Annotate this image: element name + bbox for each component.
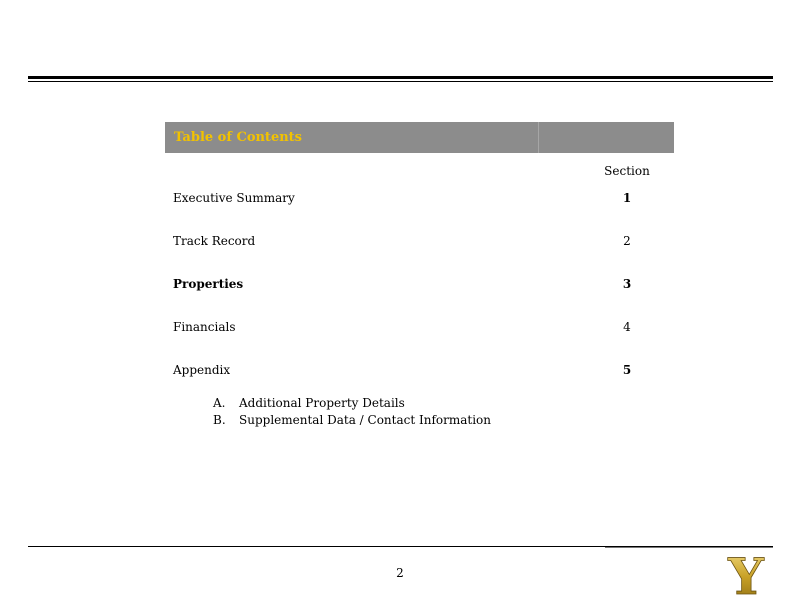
toc-header-bar [165, 122, 674, 153]
subitem-letter: A. [213, 396, 226, 410]
toc-row-appendix [173, 363, 674, 379]
subitem-letter: B. [213, 413, 226, 427]
subitem-text: Additional Property Details [239, 396, 405, 410]
toc-row-section-number: 4 [623, 320, 631, 334]
top-rule-thin [28, 81, 773, 82]
logo-letter: Y [728, 552, 764, 598]
toc-title: Table of Contents [165, 122, 539, 153]
section-column-label: Section [604, 164, 650, 178]
toc-row-section-number: 1 [622, 191, 632, 205]
toc-row-track-record [173, 234, 674, 250]
toc-row-title: Track Record [173, 234, 256, 248]
page-number: 2 [396, 566, 404, 580]
toc-row-financials [173, 320, 674, 336]
toc-row-section-number: 2 [623, 234, 631, 248]
subitem-text: Supplemental Data / Contact Information [239, 413, 491, 427]
toc-row-section-number: 5 [622, 363, 632, 377]
toc-row-title: Appendix [173, 363, 231, 377]
toc-row-title: Financials [173, 320, 236, 334]
company-logo [720, 552, 772, 598]
toc-row-section-number: 3 [622, 277, 632, 291]
toc-row-title: Properties [173, 277, 244, 291]
top-rule-thick [28, 76, 773, 79]
toc-row-title: Executive Summary [173, 191, 295, 205]
toc-header-section-cell [539, 122, 674, 153]
bottom-rule-accent [605, 547, 773, 548]
toc-row-properties [173, 277, 674, 293]
toc-row-executive-summary [173, 191, 674, 207]
